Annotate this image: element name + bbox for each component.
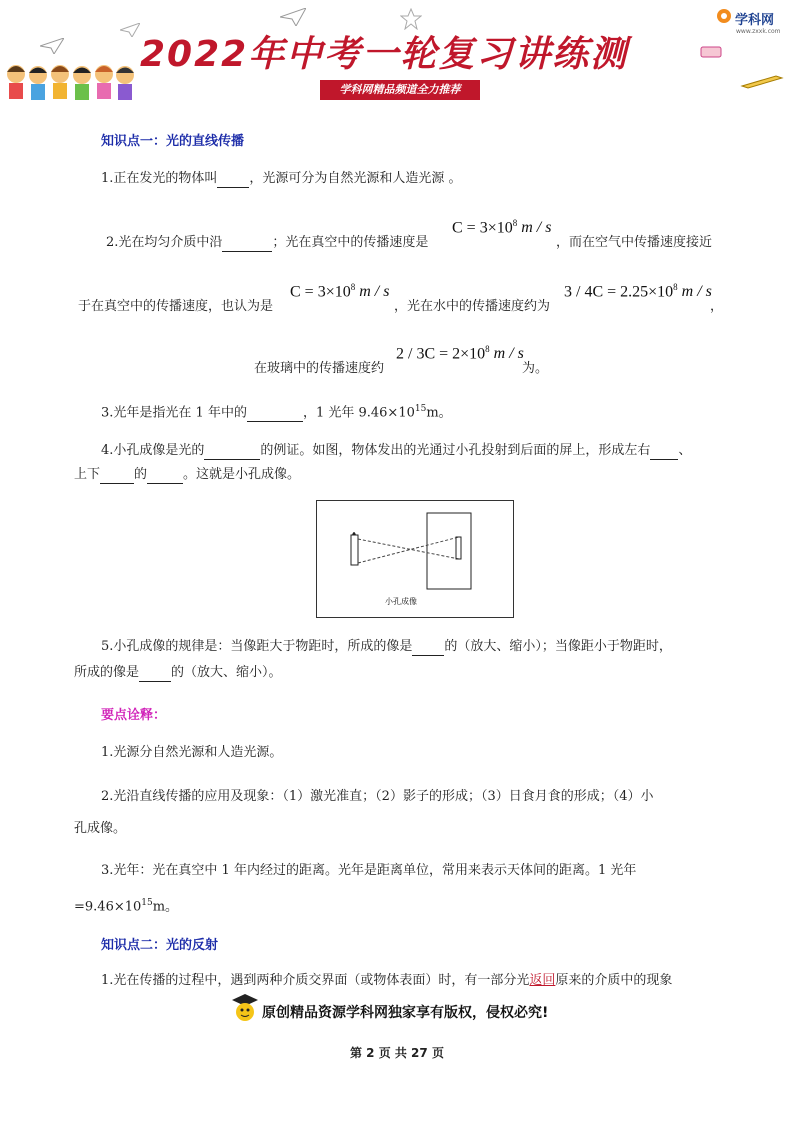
q5-text-c: 所成的像是 xyxy=(74,665,140,680)
formula-exponent: 8 xyxy=(350,282,356,292)
formula-text: 3 / 4C = 2.25×10 xyxy=(564,283,674,301)
answer-blank[interactable] xyxy=(139,667,171,682)
formula-unit: m / s xyxy=(493,345,524,363)
q5-line1 xyxy=(101,638,672,656)
logo-url: www.zxxk.com xyxy=(736,28,781,35)
q1-text-b: ，光源可分为自然光源和人造光源 。 xyxy=(249,171,462,186)
q5-line2 xyxy=(74,664,282,682)
eraser-icon xyxy=(700,44,722,64)
q3-line xyxy=(101,400,452,422)
answer-blank[interactable] xyxy=(147,469,183,484)
key-point-3-line2 xyxy=(74,894,178,916)
key-point-3-text: =9.46×10 xyxy=(74,899,142,915)
banner-title: 2022年中考一轮复习讲练测 xyxy=(140,34,629,75)
formula-exponent: 8 xyxy=(485,344,490,354)
q4-text-c: 、 xyxy=(678,443,692,458)
section2-text-a: 1.光在传播的过程中，遇到两种介质交界面（或物体表面）时，有一部分光 xyxy=(101,973,530,988)
q2-text-a: 2.光在均匀介质中沿 xyxy=(106,235,223,250)
answer-blank[interactable] xyxy=(247,407,303,422)
logo-icon xyxy=(716,8,732,28)
key-point-2-line1: 2.光沿直线传播的应用及现象：（1）激光准直；（2）影子的形成；（3）日食月食的形成；（4）小 xyxy=(101,789,654,804)
answer-blank[interactable] xyxy=(217,173,249,188)
formula-c-glass xyxy=(396,344,524,363)
q1-text-a: 1.正在发光的物体叫 xyxy=(101,171,218,186)
formula-exponent: 8 xyxy=(673,282,678,292)
q4-line1 xyxy=(101,442,691,460)
section2-highlight: 返回 xyxy=(529,973,556,988)
formula-exponent: 8 xyxy=(512,218,518,228)
q2-line1 xyxy=(106,234,428,252)
q2-line3-a: 在玻璃中的传播速度约 xyxy=(254,361,385,376)
answer-blank[interactable] xyxy=(650,445,678,460)
page-number: 第 2 页 共 27 页 xyxy=(350,1046,444,1060)
formula-c-water xyxy=(564,282,712,301)
logo-text: 学科网 xyxy=(735,12,775,28)
q4-text-d: 上下 xyxy=(74,467,101,482)
q3-text-b: ，1 光年 9.46×10 xyxy=(302,405,415,421)
copyright-notice: 原创精品资源学科网独家享有版权，侵权必究! xyxy=(262,1005,549,1021)
q2-line2-b: ，光在水中的传播速度约为 xyxy=(394,299,551,314)
paper-plane-icon xyxy=(40,38,64,58)
section2-text-b: 原来的介质中的现象 xyxy=(555,973,673,988)
q3-exponent: 15 xyxy=(414,404,427,414)
q3-text-a: 3.光年是指光在 1 年中的 xyxy=(101,405,247,421)
answer-blank[interactable] xyxy=(412,641,444,656)
formula-text: C = 3×10 xyxy=(290,283,351,301)
banner-subtitle: 学科网精品频道全力推荐 xyxy=(320,80,480,100)
q3-text-c: m。 xyxy=(426,405,452,421)
q2-text-b: ；光在真空中的传播速度是 xyxy=(272,235,429,250)
formula-unit: m / s xyxy=(521,219,552,237)
q2-line2-c: ， xyxy=(710,299,724,314)
q4-line2 xyxy=(74,466,300,484)
answer-blank[interactable] xyxy=(204,445,260,460)
formula-text: 2 / 3C = 2×10 xyxy=(396,345,486,363)
pencil-icon xyxy=(740,74,784,94)
key-point-3-line1: 3.光年：光在真空中 1 年内经过的距离。光年是距离单位，常用来表示天体间的距离。1 光年 xyxy=(101,863,637,878)
q4-text-a: 4.小孔成像是光的 xyxy=(101,443,205,458)
key-point-3-exponent: 15 xyxy=(141,898,153,908)
formula-unit: m / s xyxy=(681,283,712,301)
formula-unit: m / s xyxy=(359,283,390,301)
children-illustration xyxy=(4,60,136,104)
site-logo xyxy=(716,8,794,34)
answer-blank[interactable] xyxy=(222,237,272,252)
q5-text-b: 的（放大、缩小）；当像距小于物距时， xyxy=(444,639,672,654)
section1-heading: 知识点一：光的直线传播 xyxy=(101,134,245,149)
q5-text-a: 5.小孔成像的规律是：当像距大于物距时，所成的像是 xyxy=(101,639,413,654)
section2-heading: 知识点二：光的反射 xyxy=(101,938,219,953)
q2-line2-a: 于在真空中的传播速度，也认为是 xyxy=(78,299,274,314)
q2-line1-end: ，而在空气中传播速度接近 xyxy=(556,235,713,250)
paper-plane-icon xyxy=(120,22,140,41)
q4-text-b: 的例证。如图，物体发出的光通过小孔投射到后面的屏上，形成左右 xyxy=(260,443,651,458)
formula-c-vacuum xyxy=(452,218,551,237)
key-point-2-line2: 孔成像。 xyxy=(74,821,127,836)
key-point-1: 1.光源分自然光源和人造光源。 xyxy=(101,745,283,760)
figure-caption: 小孔成像 xyxy=(385,597,417,606)
answer-blank[interactable] xyxy=(100,469,134,484)
q1-line xyxy=(101,170,462,188)
q4-text-f: 。这就是小孔成像。 xyxy=(183,467,301,482)
key-points-heading: 要点诠释： xyxy=(101,708,167,723)
graduate-mascot-icon xyxy=(230,992,260,1030)
formula-c-air xyxy=(290,282,389,301)
q2-line3-b: 为。 xyxy=(522,361,549,376)
pinhole-figure xyxy=(316,500,514,618)
formula-text: C = 3×10 xyxy=(452,219,513,237)
q4-text-e: 的 xyxy=(134,467,148,482)
q5-text-d: 的（放大、缩小）。 xyxy=(171,665,282,680)
key-point-3-unit: m。 xyxy=(152,899,179,915)
section2-p1 xyxy=(101,972,672,990)
